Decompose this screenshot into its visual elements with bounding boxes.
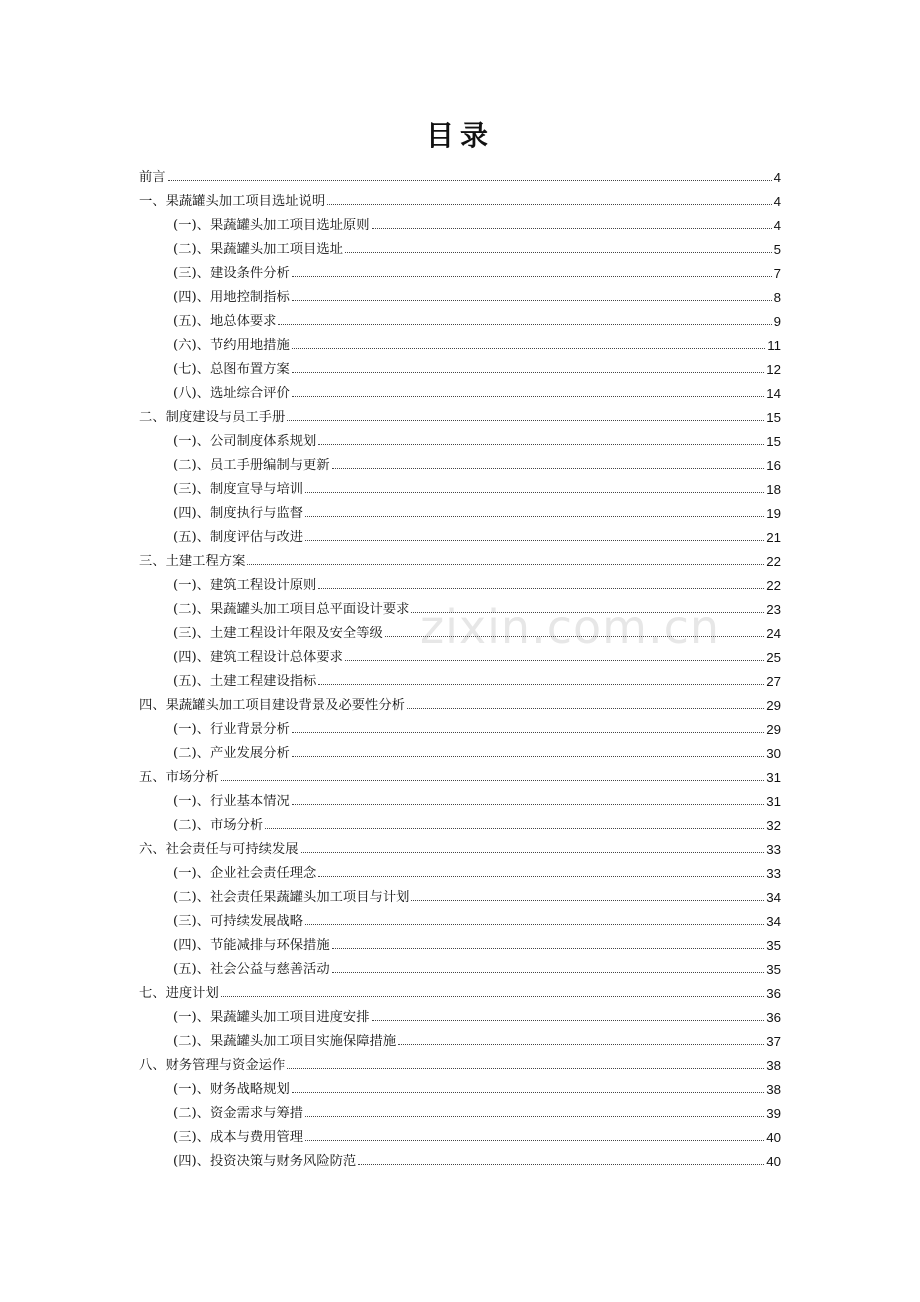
dot-leader — [305, 1116, 764, 1117]
dot-leader — [318, 444, 764, 445]
dot-leader — [318, 684, 764, 685]
toc-subentry[interactable] — [139, 377, 781, 401]
dot-leader — [345, 660, 764, 661]
toc-subentry[interactable] — [139, 473, 781, 497]
dot-leader — [292, 756, 764, 757]
toc-page-number: 5 — [773, 242, 781, 257]
toc-page-number: 34 — [766, 890, 781, 905]
toc-subentry[interactable] — [139, 881, 781, 905]
toc-page-number: 35 — [766, 938, 781, 953]
toc-entry-label: (六)、节约用地措施 — [173, 338, 290, 353]
toc-page-number: 9 — [773, 314, 781, 329]
document-title: 目录 — [425, 119, 494, 152]
toc-entry-label: (一)、企业社会责任理念 — [173, 866, 317, 881]
toc-page-number: 15 — [766, 434, 781, 449]
dot-leader — [398, 1044, 764, 1045]
toc-subentry[interactable] — [139, 665, 781, 689]
toc-entry[interactable] — [139, 1049, 781, 1073]
toc-entry-label: 前言 — [139, 170, 166, 185]
watermark: zixin.com.cn — [420, 600, 721, 654]
toc-page-number: 37 — [766, 1034, 781, 1049]
toc-subentry[interactable] — [139, 305, 781, 329]
toc-subentry[interactable] — [139, 209, 781, 233]
toc-entry-label: (七)、总图布置方案 — [173, 362, 290, 377]
dot-leader — [221, 780, 764, 781]
dot-leader — [318, 876, 764, 877]
toc-entry-label: (四)、建筑工程设计总体要求 — [173, 650, 343, 665]
toc-subentry[interactable] — [139, 809, 781, 833]
dot-leader — [287, 420, 764, 421]
toc-subentry[interactable] — [139, 929, 781, 953]
toc-subentry[interactable] — [139, 281, 781, 305]
toc-page-number: 25 — [766, 650, 781, 665]
toc-entry-label: (一)、财务战略规划 — [173, 1082, 290, 1097]
toc-subentry[interactable] — [139, 953, 781, 977]
toc-entry-label: 二、制度建设与员工手册 — [139, 410, 286, 425]
dot-leader — [345, 252, 772, 253]
table-of-contents — [139, 161, 781, 1169]
toc-entry-label: (五)、社会公益与慈善活动 — [173, 962, 330, 977]
toc-entry-label: (五)、制度评估与改进 — [173, 530, 304, 545]
toc-page-number: 4 — [773, 218, 781, 233]
toc-entry[interactable] — [139, 761, 781, 785]
toc-page-number: 8 — [773, 290, 781, 305]
dot-leader — [301, 852, 765, 853]
toc-page-number: 21 — [766, 530, 781, 545]
toc-page-number: 7 — [773, 266, 781, 281]
toc-page-number: 36 — [766, 986, 781, 1001]
toc-subentry[interactable] — [139, 1025, 781, 1049]
toc-entry-label: (四)、用地控制指标 — [173, 290, 290, 305]
toc-entry-label: (二)、市场分析 — [173, 818, 264, 833]
toc-page-number: 31 — [766, 794, 781, 809]
dot-leader — [305, 516, 764, 517]
toc-page-number: 39 — [766, 1106, 781, 1121]
toc-subentry[interactable] — [139, 425, 781, 449]
toc-page-number: 35 — [766, 962, 781, 977]
dot-leader — [332, 468, 765, 469]
dot-leader — [358, 1164, 764, 1165]
toc-entry-label: 六、社会责任与可持续发展 — [139, 842, 299, 857]
dot-leader — [305, 924, 764, 925]
toc-entry[interactable] — [139, 977, 781, 1001]
toc-page-number: 38 — [766, 1082, 781, 1097]
toc-entry[interactable] — [139, 689, 781, 713]
toc-entry-label: (一)、果蔬罐头加工项目进度安排 — [173, 1010, 370, 1025]
dot-leader — [407, 708, 764, 709]
toc-entry-label: (五)、地总体要求 — [173, 314, 277, 329]
toc-subentry[interactable] — [139, 1121, 781, 1145]
toc-entry-label: 五、市场分析 — [139, 770, 219, 785]
toc-subentry[interactable] — [139, 1001, 781, 1025]
dot-leader — [305, 492, 764, 493]
toc-subentry[interactable] — [139, 905, 781, 929]
toc-subentry[interactable] — [139, 329, 781, 353]
toc-entry-label: (一)、果蔬罐头加工项目选址原则 — [173, 218, 370, 233]
toc-subentry[interactable] — [139, 521, 781, 545]
dot-leader — [372, 228, 772, 229]
toc-page-number: 12 — [766, 362, 781, 377]
toc-page-number: 15 — [766, 410, 781, 425]
toc-entry-label: (四)、投资决策与财务风险防范 — [173, 1154, 357, 1169]
toc-entry-label: (三)、可持续发展战略 — [173, 914, 304, 929]
toc-page-number: 18 — [766, 482, 781, 497]
toc-subentry[interactable] — [139, 1097, 781, 1121]
toc-subentry[interactable] — [139, 353, 781, 377]
dot-leader — [168, 180, 772, 181]
toc-page-number: 11 — [767, 338, 781, 353]
dot-leader — [332, 972, 765, 973]
toc-entry[interactable] — [139, 161, 781, 185]
toc-subentry[interactable] — [139, 497, 781, 521]
toc-entry[interactable] — [139, 401, 781, 425]
dot-leader — [292, 372, 764, 373]
toc-page-number: 27 — [766, 674, 781, 689]
toc-page-number: 22 — [766, 578, 781, 593]
dot-leader — [327, 204, 771, 205]
toc-entry-label: (八)、选址综合评价 — [173, 386, 290, 401]
toc-entry-label: (二)、社会责任果蔬罐头加工项目与计划 — [173, 890, 410, 905]
toc-page-number: 4 — [773, 170, 781, 185]
dot-leader — [247, 564, 764, 565]
dot-leader — [292, 348, 765, 349]
toc-entry-label: (五)、土建工程建设指标 — [173, 674, 317, 689]
toc-entry-label: (一)、行业背景分析 — [173, 722, 290, 737]
toc-entry-label: 一、果蔬罐头加工项目选址说明 — [139, 194, 326, 209]
dot-leader — [287, 1068, 764, 1069]
toc-entry-label: (三)、成本与费用管理 — [173, 1130, 304, 1145]
toc-entry-label: (二)、产业发展分析 — [173, 746, 290, 761]
toc-page-number: 29 — [766, 698, 781, 713]
toc-page-number: 34 — [766, 914, 781, 929]
toc-entry-label: (三)、制度宣导与培训 — [173, 482, 304, 497]
toc-subentry[interactable] — [139, 593, 781, 617]
toc-page-number: 29 — [766, 722, 781, 737]
toc-page-number: 14 — [766, 386, 781, 401]
toc-page-number: 23 — [766, 602, 781, 617]
toc-subentry[interactable] — [139, 713, 781, 737]
dot-leader — [305, 540, 764, 541]
toc-subentry[interactable] — [139, 257, 781, 281]
toc-entry-label: (三)、土建工程设计年限及安全等级 — [173, 626, 383, 641]
toc-entry-label: (二)、果蔬罐头加工项目实施保障措施 — [173, 1034, 397, 1049]
toc-page-number: 22 — [766, 554, 781, 569]
toc-page-number: 33 — [766, 866, 781, 881]
toc-page-number: 36 — [766, 1010, 781, 1025]
toc-subentry[interactable] — [139, 785, 781, 809]
toc-page-number: 32 — [766, 818, 781, 833]
dot-leader — [292, 276, 772, 277]
toc-subentry[interactable] — [139, 1073, 781, 1097]
toc-subentry[interactable] — [139, 233, 781, 257]
toc-entry-label: 七、进度计划 — [139, 986, 219, 1001]
toc-entry-label: 八、财务管理与资金运作 — [139, 1058, 286, 1073]
toc-entry[interactable] — [139, 833, 781, 857]
dot-leader — [265, 828, 764, 829]
toc-subentry[interactable] — [139, 1145, 781, 1169]
dot-leader — [292, 732, 764, 733]
toc-subentry[interactable] — [139, 449, 781, 473]
toc-entry-label: 四、果蔬罐头加工项目建设背景及必要性分析 — [139, 698, 405, 713]
toc-entry-label: (二)、员工手册编制与更新 — [173, 458, 330, 473]
dot-leader — [278, 324, 771, 325]
toc-subentry[interactable] — [139, 737, 781, 761]
toc-page-number: 4 — [773, 194, 781, 209]
dot-leader — [411, 900, 764, 901]
dot-leader — [305, 1140, 764, 1141]
toc-page-number: 40 — [766, 1154, 781, 1169]
toc-entry-label: (二)、果蔬罐头加工项目总平面设计要求 — [173, 602, 410, 617]
toc-entry-label: (二)、资金需求与筹措 — [173, 1106, 304, 1121]
toc-entry-label: (三)、建设条件分析 — [173, 266, 290, 281]
dot-leader — [292, 1092, 764, 1093]
toc-subentry[interactable] — [139, 641, 781, 665]
dot-leader — [372, 1020, 765, 1021]
dot-leader — [292, 396, 764, 397]
toc-entry-label: (二)、果蔬罐头加工项目选址 — [173, 242, 343, 257]
toc-page-number: 33 — [766, 842, 781, 857]
toc-subentry[interactable] — [139, 569, 781, 593]
toc-entry-label: 三、土建工程方案 — [139, 554, 246, 569]
dot-leader — [221, 996, 764, 997]
toc-entry-label: (四)、节能减排与环保措施 — [173, 938, 330, 953]
toc-entry-label: (一)、建筑工程设计原则 — [173, 578, 317, 593]
dot-leader — [292, 804, 764, 805]
toc-page-number: 40 — [766, 1130, 781, 1145]
toc-page-number: 16 — [766, 458, 781, 473]
toc-subentry[interactable] — [139, 617, 781, 641]
toc-page-number: 31 — [766, 770, 781, 785]
toc-page-number: 24 — [766, 626, 781, 641]
toc-entry-label: (一)、公司制度体系规划 — [173, 434, 317, 449]
toc-subentry[interactable] — [139, 857, 781, 881]
dot-leader — [292, 300, 772, 301]
dot-leader — [411, 612, 764, 613]
dot-leader — [332, 948, 765, 949]
toc-page-number: 38 — [766, 1058, 781, 1073]
dot-leader — [318, 588, 764, 589]
toc-entry[interactable] — [139, 545, 781, 569]
toc-entry-label: (一)、行业基本情况 — [173, 794, 290, 809]
dot-leader — [385, 636, 764, 637]
toc-page-number: 30 — [766, 746, 781, 761]
toc-page-number: 19 — [766, 506, 781, 521]
toc-entry-label: (四)、制度执行与监督 — [173, 506, 304, 521]
toc-entry[interactable] — [139, 185, 781, 209]
